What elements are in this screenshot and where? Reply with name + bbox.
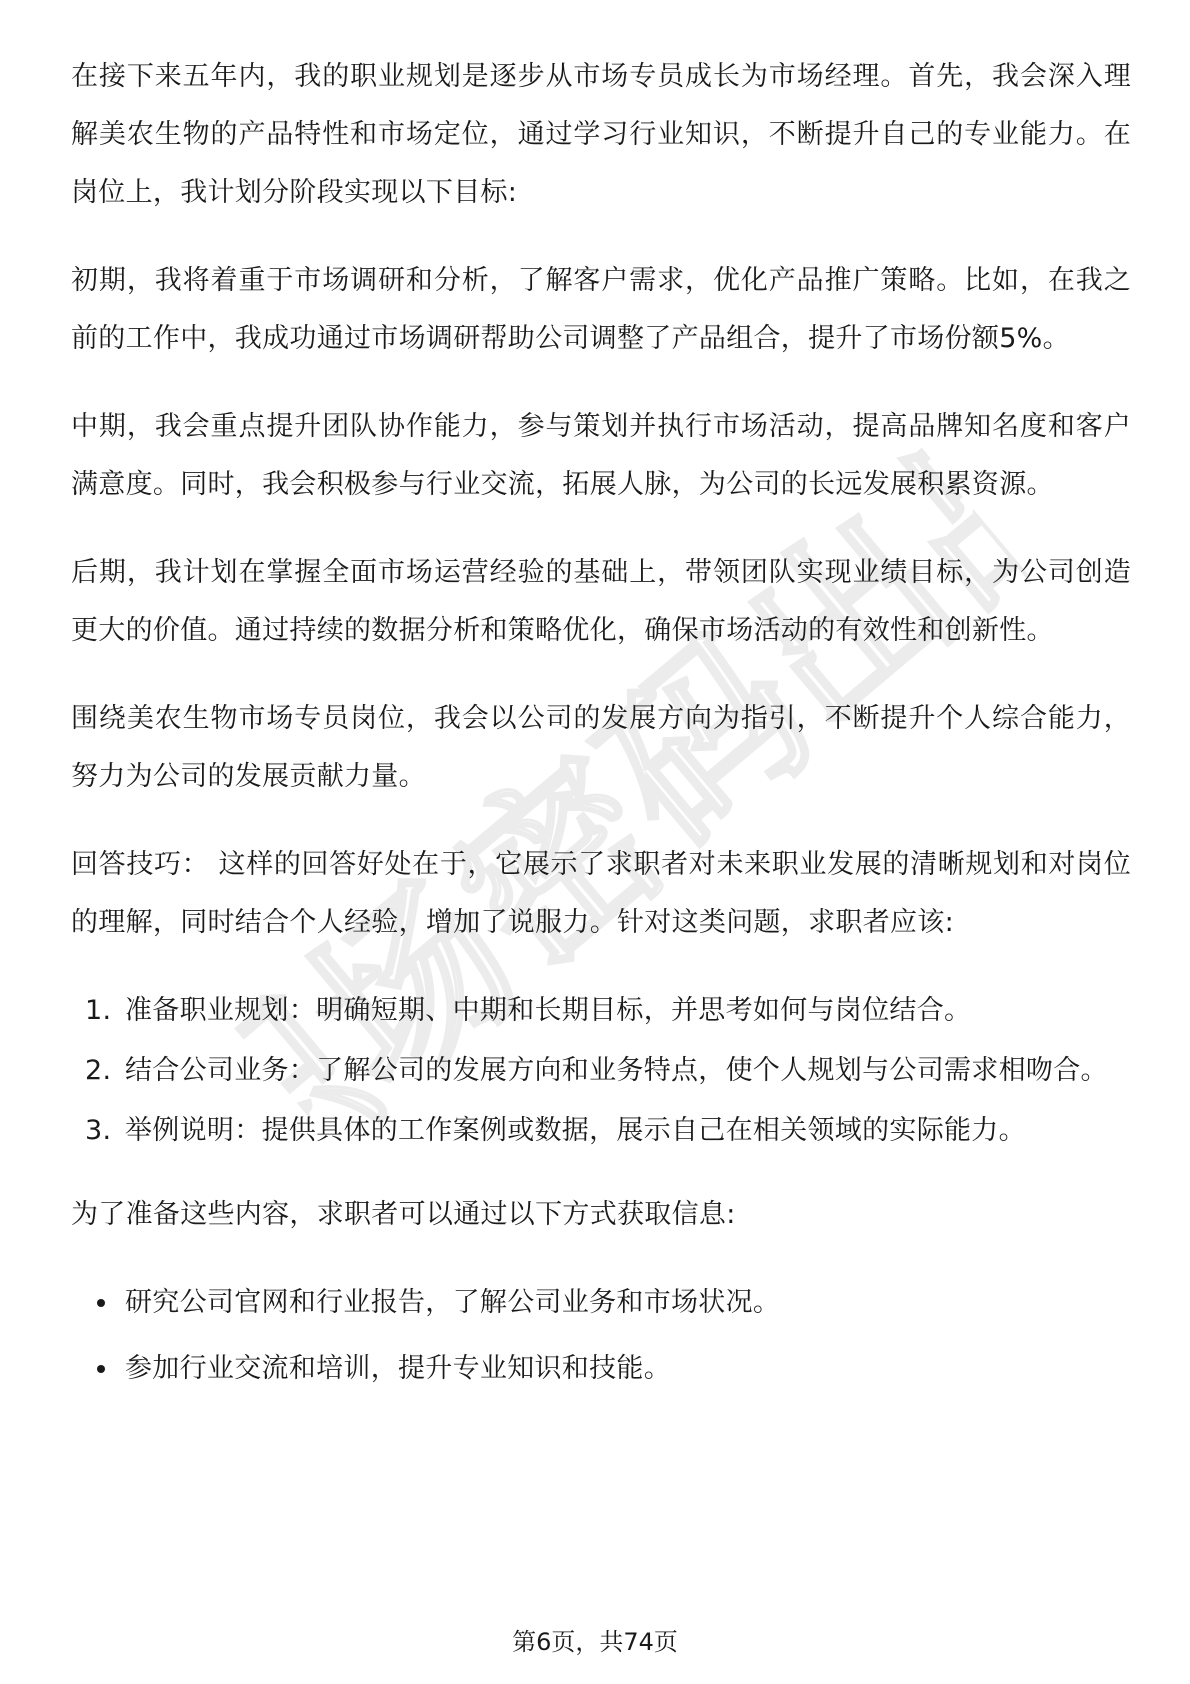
list-item [71, 1274, 1131, 1332]
list-item-text: 准备职业规划：明确短期、中期和长期目标，并思考如何与岗位结合。 [125, 995, 972, 1026]
document-body [71, 48, 1131, 1406]
list-item [71, 982, 1131, 1040]
list-number: 2. [85, 1055, 112, 1086]
list-item-text: 结合公司业务：了解公司的发展方向和业务特点，使个人规划与公司需求相吻合。 [125, 1055, 1108, 1086]
paragraph-early-stage: 初期，我将着重于市场调研和分析，了解客户需求，优化产品推广策略。比如，在我之前的工作中，我成功通过市场调研帮助公司调整了产品组合，提升了市场份额5%。 [71, 265, 1131, 354]
list-number: 3. [85, 1115, 112, 1146]
paragraph-plan-intro: 在接下来五年内，我的职业规划是逐步从市场专员成长为市场经理。首先，我会深入理解美农生物的产品特性和市场定位，通过学习行业知识，不断提升自己的专业能力。在岗位上，我计划分阶段实现以下目标: [71, 61, 1131, 208]
list-item-text: 举例说明：提供具体的工作案例或数据，展示自己在相关领域的实际能力。 [125, 1115, 1026, 1146]
paragraph-mid-stage: 中期，我会重点提升团队协作能力，参与策划并执行市场活动，提高品牌知名度和客户满意度。同时，我会积极参与行业交流，拓展人脉，为公司的长远发展积累资源。 [71, 411, 1131, 500]
paragraph-info-sources: 为了准备这些内容，求职者可以通过以下方式获取信息: [71, 1199, 736, 1230]
list-item [71, 1102, 1131, 1160]
list-item-text: 参加行业交流和培训，提升专业知识和技能。 [125, 1353, 671, 1384]
paragraph-answer-tips: 回答技巧： 这样的回答好处在于，它展示了求职者对未来职业发展的清晰规划和对岗位的理解，同时结合个人经验，增加了说服力。针对这类问题，求职者应该: [71, 849, 1131, 938]
list-number: 1. [85, 995, 112, 1026]
list-item [71, 1340, 1131, 1398]
tips-ordered-list [71, 982, 1131, 1160]
page-number-footer: 第6页，共74页 [512, 1628, 678, 1656]
list-item [71, 1042, 1131, 1100]
paragraph-summary: 围绕美农生物市场专员岗位，我会以公司的发展方向为指引，不断提升个人综合能力，努力为公司的发展贡献力量。 [71, 703, 1131, 792]
bullet-icon [97, 1365, 105, 1373]
watermark-text: 职场密码出品 [182, 388, 1078, 1212]
list-item-text: 研究公司官网和行业报告，了解公司业务和市场状况。 [125, 1287, 781, 1318]
info-bullet-list [71, 1274, 1131, 1398]
paragraph-late-stage: 后期，我计划在掌握全面市场运营经验的基础上，带领团队实现业绩目标，为公司创造更大的价值。通过持续的数据分析和策略优化，确保市场活动的有效性和创新性。 [71, 557, 1131, 646]
bullet-icon [97, 1299, 105, 1307]
